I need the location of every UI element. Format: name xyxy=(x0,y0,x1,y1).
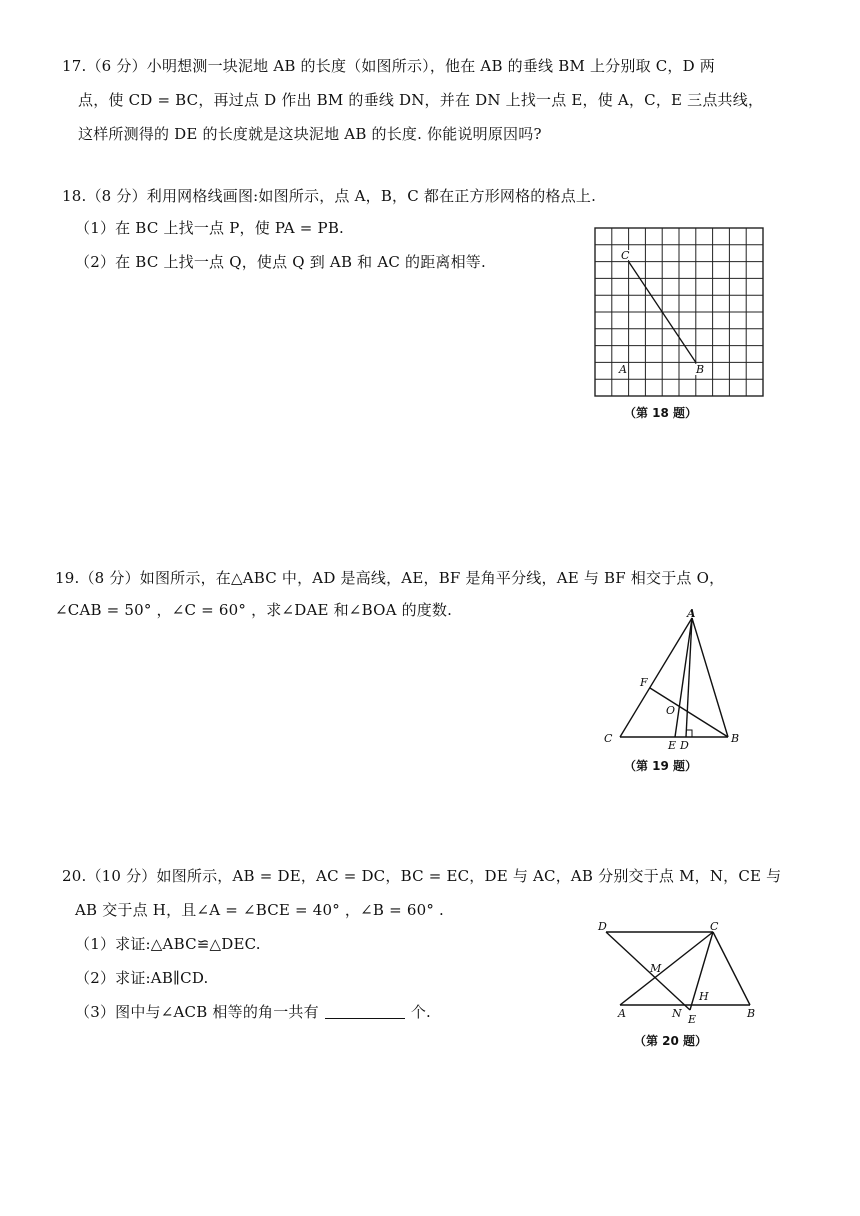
q19-caption: （第 19 题） xyxy=(624,759,698,773)
label-d: D xyxy=(598,920,607,933)
q19-triangle-figure xyxy=(600,607,750,752)
q20-part3-text: （3）图中与∠ACB 相等的角一共有 xyxy=(75,1003,319,1021)
q18-line1: 18.（8 分）利用网格线画图:如图所示，点 A，B，C 都在正方形网格的格点上. xyxy=(62,187,597,205)
q20-line1: 20.（10 分）如图所示，AB = DE，AC = DC，BC = EC，DE 与 AC，AB 分别交于点 M，N，CE 与 xyxy=(62,867,782,885)
q17-line2: 点，使 CD = BC，再过点 D 作出 BM 的垂线 DN，并在 DN 上找一点 E，使 A，C，E 三点共线， xyxy=(78,91,764,109)
label-a: A xyxy=(619,363,627,376)
q19-line1: 19.（8 分）如图所示，在△ABC 中，AD 是高线，AE，BF 是角平分线，AE 与 BF 相交于点 O， xyxy=(55,569,725,587)
label-c: C xyxy=(710,920,719,933)
q20-line2: AB 交于点 H，且∠A = ∠BCE = 40° ，∠B = 60° . xyxy=(75,901,444,919)
label-a: A xyxy=(618,1007,626,1020)
answer-blank[interactable] xyxy=(325,1004,405,1019)
q19-line2: ∠CAB = 50° ，∠C = 60° ，求∠DAE 和∠BOA 的度数. xyxy=(55,601,453,619)
label-b: B xyxy=(696,363,705,376)
label-d: D xyxy=(680,739,689,752)
label-e: E xyxy=(688,1013,697,1026)
q20-part2: （2）求证:AB∥CD. xyxy=(75,969,209,987)
label-m: M xyxy=(650,962,662,975)
label-b: B xyxy=(731,732,740,745)
side-ab xyxy=(692,618,728,737)
q20-caption: （第 20 题） xyxy=(634,1034,708,1048)
q17-line3: 这样所测得的 DE 的长度就是这块泥地 AB 的长度. 你能说明原因吗? xyxy=(78,125,542,143)
q18-grid-figure xyxy=(595,228,765,398)
segment-de xyxy=(606,932,690,1010)
label-o: O xyxy=(666,704,676,717)
label-n: N xyxy=(672,1007,682,1020)
side-ca xyxy=(620,618,692,737)
q18-caption: （第 18 题） xyxy=(624,406,698,420)
label-b: B xyxy=(747,1007,756,1020)
segment-bc xyxy=(713,932,750,1005)
label-c: C xyxy=(604,732,613,745)
q18-part1: （1）在 BC 上找一点 P，使 PA = PB. xyxy=(75,219,345,237)
q18-part2: （2）在 BC 上找一点 Q，使点 Q 到 AB 和 AC 的距离相等. xyxy=(75,253,486,271)
label-h: H xyxy=(699,990,709,1003)
label-e: E xyxy=(668,739,677,752)
q20-figure xyxy=(592,920,767,1025)
q20-part1: （1）求证:△ABC≌△DEC. xyxy=(75,935,261,953)
label-c: C xyxy=(621,249,630,262)
q17-line1: 17.（6 分）小明想测一块泥地 AB 的长度（如图所示），他在 AB 的垂线 BM 上分别取 C，D 两 xyxy=(62,57,716,75)
label-f: F xyxy=(640,676,648,689)
q20-part3-suffix: 个. xyxy=(410,1003,431,1021)
q20-part3 xyxy=(75,1002,431,1022)
label-a: A xyxy=(687,607,696,620)
